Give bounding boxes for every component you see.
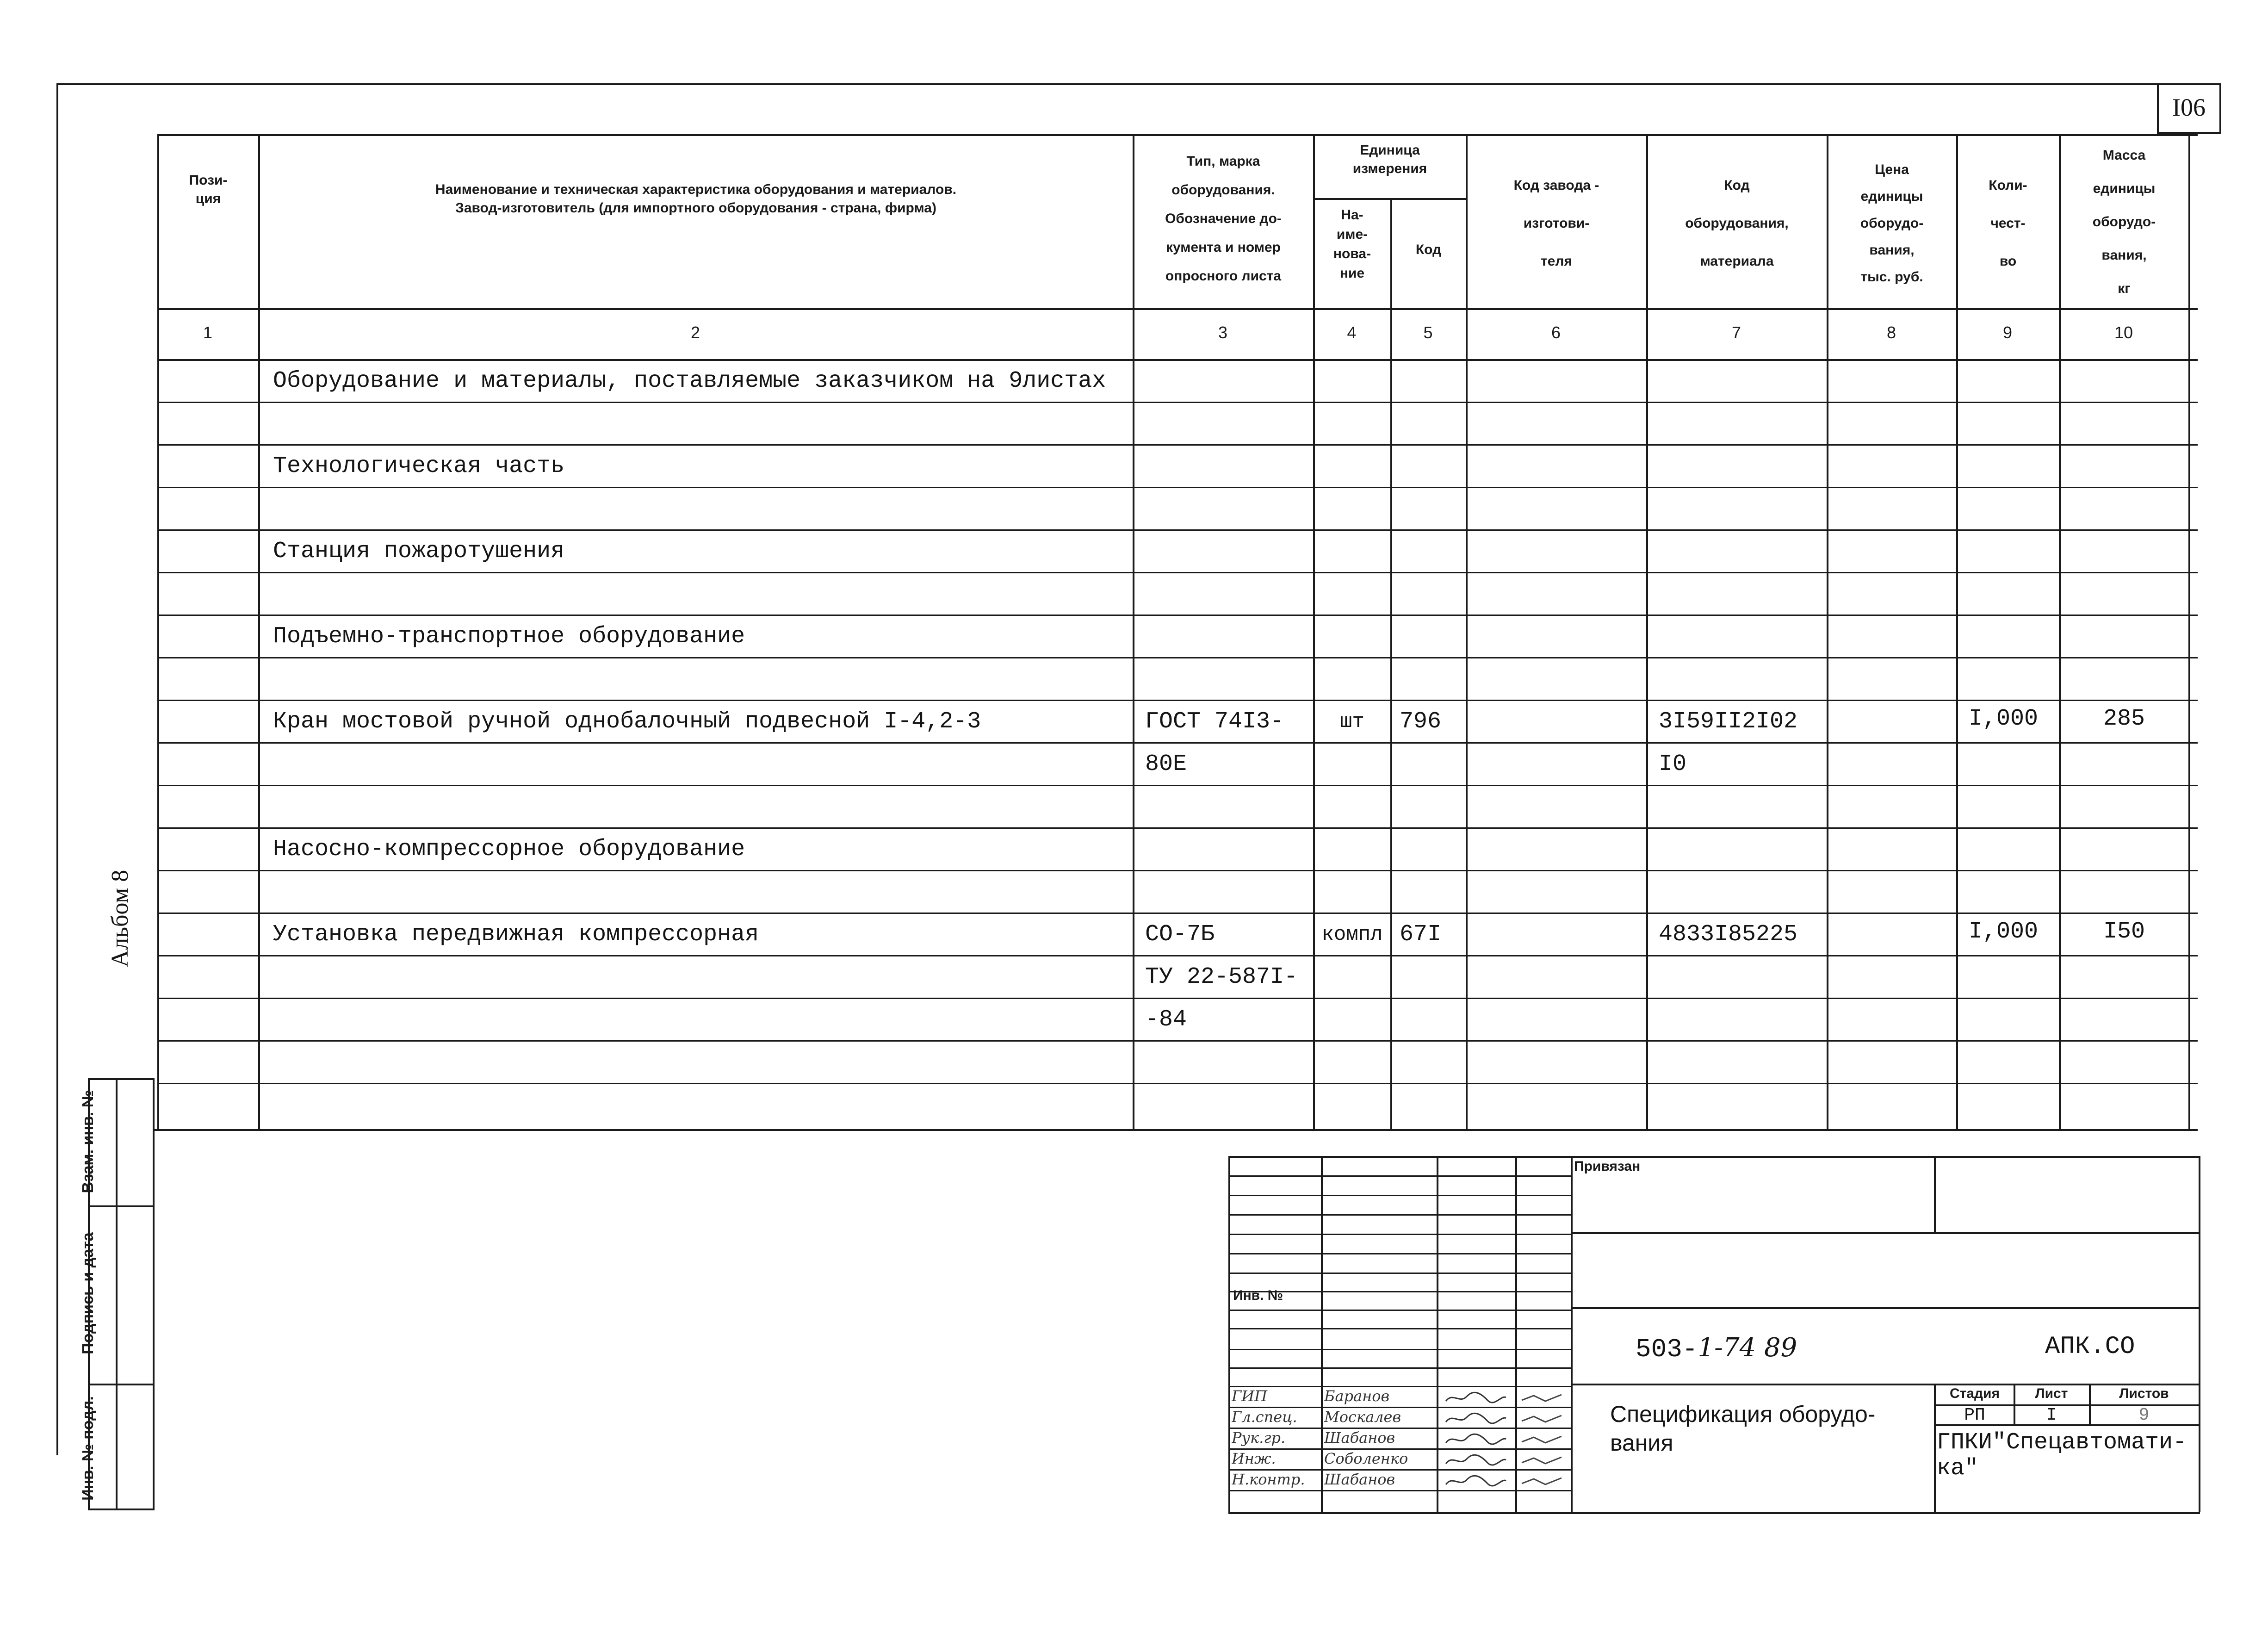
table-top-line (157, 134, 2198, 136)
row-line (157, 615, 2198, 616)
margin-strip-top (88, 1078, 155, 1080)
margin-strip-mid-line (116, 1078, 118, 1509)
tb-bottom-line (1228, 1512, 2200, 1514)
tb-left-line (1228, 1156, 1230, 1512)
col-line-1 (258, 134, 260, 1129)
tb-row-line (1228, 1195, 1571, 1196)
handwritten-signature (1444, 1474, 1508, 1488)
column-number: 3 (1218, 323, 1228, 342)
sheet-value: I (2046, 1405, 2057, 1425)
margin-label-vzam: Взам. инв. № (79, 1090, 97, 1193)
header-equip-code: Код оборудования, материала (1685, 178, 1789, 269)
row-line (157, 742, 2198, 744)
column-number: 5 (1423, 323, 1433, 342)
sheet-code: АПК.СО (2045, 1333, 2135, 1361)
tb-row-line (1228, 1367, 1571, 1369)
document-title: Спецификация оборудо- вания (1610, 1401, 1876, 1456)
stage-value: РП (1964, 1405, 1985, 1425)
column-number: 2 (690, 323, 700, 342)
privyazan-label: Привязан (1574, 1159, 1641, 1174)
margin-strip-right-line (153, 1078, 155, 1509)
signature-name: Баранов (1324, 1387, 1390, 1405)
header-name: Наименование и техническая характеристика оборудования и материалов. Завод-изготовитель (для импортного оборудования - страна, фирма) (435, 182, 957, 216)
row-unit-code: 67I (1400, 921, 1442, 948)
signature-name: Шабанов (1324, 1471, 1395, 1488)
signature-date-mark (1520, 1391, 1566, 1405)
row-line (157, 827, 2198, 829)
tb-line-code-top (1571, 1307, 2200, 1309)
row-line (157, 402, 2198, 403)
handwritten-signature (1444, 1433, 1508, 1447)
row-name: Установка передвижная компрессорная (273, 921, 759, 948)
signature-role: Рук.гр. (1232, 1429, 1286, 1447)
row-name: Насосно-компрессорное оборудование (273, 836, 745, 863)
column-number: 6 (1551, 323, 1561, 342)
tb-row-line (1228, 1234, 1571, 1235)
header-price: Цена единицы оборудо- вания, тыс. руб. (1860, 162, 1924, 285)
tb-sig-col-1 (1321, 1156, 1323, 1512)
tb-sig-col-4 (1571, 1156, 1573, 1512)
page-number-box-line (2157, 83, 2159, 132)
signature-role: Инж. (1232, 1450, 1276, 1467)
unit-subheader-line (1313, 198, 1466, 200)
row-line (157, 657, 2198, 658)
header-type: Тип, марка оборудования. Обозначение до- кумента и номер опросного листа (1165, 154, 1282, 284)
row-name: Кран мостовой ручной однобалочный подвесной I-4,2-3 (273, 708, 981, 735)
row-equip-code: I0 (1659, 751, 1687, 777)
row-quantity: I,000 (1969, 706, 2039, 732)
header-unit-name: На- име- нова- ние (1333, 207, 1371, 281)
row-type: ГОСТ 74I3- (1145, 708, 1284, 735)
doc-code: 503-1-74 89 (1636, 1333, 1797, 1364)
margin-strip-divider-1 (88, 1205, 155, 1207)
signature-date-mark (1520, 1412, 1566, 1426)
tb-stage-left-line (1934, 1384, 1936, 1512)
col-line-8 (1956, 134, 1958, 1129)
tb-right-line (2199, 1156, 2200, 1512)
row-line (157, 870, 2198, 871)
tb-sig-col-2 (1437, 1156, 1438, 1512)
row-line (157, 529, 2198, 531)
row-unit-code: 796 (1400, 708, 1442, 735)
frame-right-line (2219, 83, 2221, 132)
column-number: 8 (1886, 323, 1896, 342)
header-plant-code: Код завода - изготови- теля (1513, 178, 1599, 269)
frame-left-line (56, 83, 58, 1455)
row-line (157, 572, 2198, 573)
row-line (157, 913, 2198, 914)
row-name: Станция пожаротушения (273, 538, 565, 565)
page-number-box-bottom (2157, 132, 2221, 134)
column-number: 1 (203, 323, 213, 342)
page-number: I06 (2172, 93, 2206, 121)
tb-row-line (1228, 1328, 1571, 1329)
row-name: Технологическая часть (273, 453, 565, 479)
frame-top-line (56, 83, 2221, 85)
row-unit: шт (1340, 710, 1364, 733)
colnum-bottom-line (157, 359, 2198, 361)
tb-row-line (1228, 1273, 1571, 1274)
header-bottom-line (157, 308, 2198, 310)
margin-label-inv: Инв. № подл. (79, 1396, 97, 1501)
handwritten-signature (1444, 1453, 1508, 1467)
header-mass: Масса единицы оборудо- вания, кг (2092, 148, 2156, 296)
row-type: 80Е (1145, 751, 1187, 777)
header-unit: Единица измерения (1352, 143, 1427, 176)
sheets-label: Листов (2119, 1386, 2169, 1401)
margin-label-signature: Подпись и дата (79, 1232, 97, 1354)
row-name: Подъемно-транспортное оборудование (273, 623, 745, 650)
col-line-5 (1466, 134, 1468, 1129)
row-equip-code: 4833I85225 (1659, 921, 1798, 948)
tb-row-line (1228, 1349, 1571, 1350)
tb-row-line (1228, 1214, 1571, 1216)
inv-label: Инв. № (1233, 1288, 1283, 1303)
tb-row-line (1228, 1490, 1571, 1491)
column-number: 10 (2114, 323, 2133, 342)
signature-role: Гл.спец. (1232, 1408, 1297, 1426)
row-line (157, 444, 2198, 446)
signature-role: Н.контр. (1232, 1471, 1305, 1488)
stage-label: Стадия (1949, 1386, 2000, 1401)
row-line (157, 487, 2198, 488)
handwritten-signature (1444, 1391, 1508, 1405)
col-line-6 (1646, 134, 1648, 1129)
row-mass: I50 (2103, 919, 2145, 945)
signature-name: Шабанов (1324, 1429, 1395, 1447)
row-unit: компл (1321, 923, 1383, 946)
row-mass: 285 (2103, 706, 2145, 732)
col-line-3 (1313, 134, 1315, 1129)
tb-row-line (1228, 1175, 1571, 1177)
row-line (157, 998, 2198, 999)
row-name: Оборудование и материалы, поставляемые заказчиком на 9листах (273, 368, 1106, 394)
row-line (157, 955, 2198, 956)
signature-date-mark (1520, 1433, 1566, 1447)
row-line (157, 700, 2198, 701)
row-type: ТУ 22-587I- (1145, 964, 1298, 990)
signature-date-mark (1520, 1453, 1566, 1467)
col-line-10 (2188, 134, 2190, 1129)
signature-role: ГИП (1232, 1387, 1267, 1405)
row-type: СО-7Б (1145, 921, 1215, 948)
row-equip-code: 3I59II2I02 (1659, 708, 1798, 735)
col-line-0 (157, 134, 159, 1129)
signature-name: Москалев (1324, 1408, 1401, 1426)
row-line (157, 1083, 2198, 1084)
tb-row-line (1228, 1253, 1571, 1254)
column-number: 9 (2002, 323, 2013, 342)
header-quantity: Коли- чест- во (1989, 178, 2027, 269)
tb-line-privyazan-bottom (1571, 1232, 2200, 1234)
handwritten-signature (1444, 1412, 1508, 1426)
column-number: 4 (1347, 323, 1357, 342)
album-label: Альбом 8 (107, 869, 133, 968)
tb-row-line (1228, 1310, 1571, 1311)
tb-privyazan-divider (1934, 1156, 1936, 1232)
row-line (157, 785, 2198, 786)
tb-line-code-bottom (1571, 1384, 2200, 1385)
table-bottom-line (153, 1129, 2198, 1131)
sheets-value: 9 (2138, 1405, 2150, 1425)
tb-sig-col-3 (1515, 1156, 1517, 1512)
header-position: Пози- ция (189, 173, 228, 206)
organization: ГПКИ"Спецавтомати- ка" (1937, 1429, 2187, 1482)
header-unit-code: Код (1415, 242, 1442, 257)
signature-name: Соболенко (1324, 1450, 1408, 1467)
signature-date-mark (1520, 1474, 1566, 1488)
column-number: 7 (1731, 323, 1741, 342)
tb-top-line (1228, 1156, 2200, 1158)
row-quantity: I,000 (1969, 919, 2039, 945)
sheet-label: Лист (2035, 1386, 2068, 1401)
row-type: -84 (1145, 1006, 1187, 1033)
row-line (157, 1040, 2198, 1042)
